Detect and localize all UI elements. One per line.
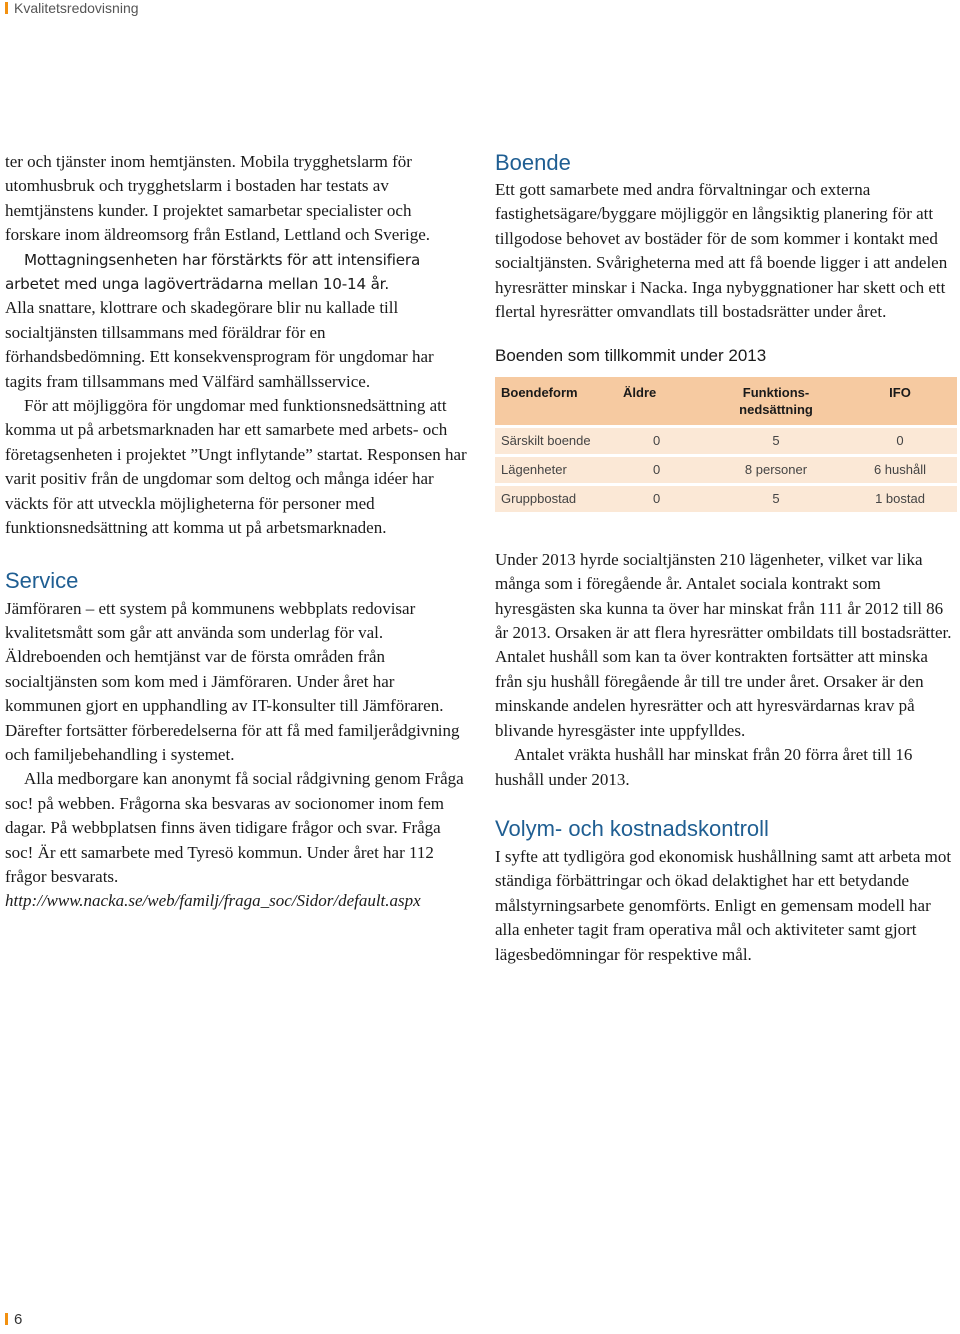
left-column (5, 150, 467, 914)
header-boendeform: Boendeform (501, 384, 578, 400)
accent-bar (5, 2, 8, 14)
volym-heading: Volym- och kostnadskontroll (495, 815, 769, 841)
paragraph-volym: I syfte att tydligöra god ekonomisk hushållning samt att arbeta mot ständiga förbättringar och ökad delaktighet har ett betydande målstyrningsarbete genomförts. Enligt en gemensam modell har alla enheter tagit fram operativa mål och aktiviteter samt gjort lägesbedömningar för respektive mål. (495, 846, 952, 964)
boenden-table (495, 377, 957, 512)
header-ifo: IFO (889, 384, 911, 400)
cell-ifo: 0 (843, 426, 957, 455)
right-column (495, 150, 957, 967)
table-row (495, 426, 957, 455)
paragraph-funktionsnedsattning: För att möjliggöra för ungdomar med funktionsnedsättning att komma ut på arbetsmarknaden har ett samarbete med arbets- och företagsenheten i projektet ”Ungt inflytande” startat. Responsen har varit positiv från de ungdomar som deltog och många idéer har väckts för att utveckla möjligheterna för personer med funktionsnedsättning att komma ut på arbetsmarknaden. (5, 396, 467, 538)
cell-funktionsnedsattning: 8 personer (709, 455, 843, 484)
cell-funktionsnedsattning: 5 (709, 484, 843, 512)
cell-funktionsnedsattning: 5 (709, 426, 843, 455)
paragraph-mottagning: Mottagningsenheten har förstärkts för att intensifiera arbetet med unga lagöverträdarna mellan 10-14 år. (5, 250, 421, 294)
cell-aldre: 0 (617, 426, 709, 455)
running-header (5, 0, 139, 16)
fraga-soc-link[interactable]: http://www.nacka.se/web/familj/fraga_soc/Sidor/default.aspx (5, 891, 421, 911)
boende-heading: Boende (495, 150, 571, 175)
paragraph-lagenheter: Under 2013 hyrde socialtjänsten 210 lägenheter, vilket var lika många som i föregående år. Antalet sociala kontrakt som hyresgästen ska kunna ta över har minskat från 111 år 2012 till 86 år 2013. Orsaken är att flera hyresrätter ombildats till bostadsrätter. Antalet hushåll som kan ta över kontrakten fortsätter att minska från sju hushåll föregående år till tre under året. Orsaker är den minskande andelen hyresrätter och att hyresvärdarnas krav på blivande hyresgäster inte uppfylldes. (495, 549, 952, 740)
table-title: Boenden som tillkommit under 2013 (495, 346, 767, 366)
table-row (495, 484, 957, 512)
paragraph-boende-intro: Ett gott samarbete med andra förvaltningar och externa fastighetsägare/byggare möjliggör en långsiktig planering för att tillgodose behovet av bostäder för de som kommer i kontakt med socialtjänsten. Svårigheterna med att få boende ligger i att andelen hyresrätter minskar i Nacka. Inga nybyggnationer har skett och ett flertal hyresrätter omvandlats till bostadsrätter under året. (495, 180, 948, 322)
cell-boendeform: Lägenheter (495, 455, 617, 484)
cell-ifo: 1 bostad (843, 484, 957, 512)
page-footer (5, 1311, 22, 1328)
paragraph-hemtjanst: ter och tjänster inom hemtjänsten. Mobila trygghetslarm för utomhusbruk och trygghetslarm i bostaden har testats av hemtjänstens kunder. I projektet samarbetar specialister och forskare inom äldreomsorg från Estland, Lettland och Sverige. (5, 152, 431, 245)
table-row (495, 455, 957, 484)
header-funktionsnedsattning: Funktions-nedsättning (739, 384, 813, 417)
running-title: Kvalitetsredovisning (14, 0, 139, 16)
paragraph-konsekvensprogram: Alla snattare, klottrare och skadegörare blir nu kallade till socialtjänsten tillsammans med föräldrar för en förhandsbedömning. Ett konsekvensprogram för ungdomar har tagits fram tillsammans med Välfärd samhällsservice. (5, 298, 434, 391)
page-number: 6 (14, 1311, 23, 1328)
cell-aldre: 0 (617, 484, 709, 512)
cell-boendeform: Särskilt boende (495, 426, 617, 455)
paragraph-vrakta: Antalet vräkta hushåll har minskat från 20 förra året till 16 hushåll under 2013. (495, 745, 913, 789)
paragraph-fraga-soc: Alla medborgare kan anonymt få social rådgivning genom Fråga soc! på webben. Frågorna ska besvaras av socionomer inom fem dagar. På webbplatsen finns även tidigare frågor och svar. Fråga soc! Är ett samarbete med Tyresö kommun. Under året har 112 frågor besvarats. (5, 769, 464, 886)
accent-bar (5, 1313, 8, 1325)
cell-aldre: 0 (617, 455, 709, 484)
cell-ifo: 6 hushåll (843, 455, 957, 484)
service-heading: Service (5, 567, 79, 593)
paragraph-jamforaren: Jämföraren – ett system på kommunens webbplats redovisar kvalitetsmått som går att använda som underlag för val. Äldreboenden och hemtjänst var de första områden från socialtjänsten som kom med i Jämföraren. Under året har kommunen gjort en upphandling av IT-konsulter till Jämföraren. Därefter fortsätter förberedelserna för att få med familjerådgivning och familjebehandling i systemet. (5, 598, 460, 764)
table-header-row (495, 377, 957, 427)
cell-boendeform: Gruppbostad (495, 484, 617, 512)
header-aldre: Äldre (623, 384, 657, 400)
